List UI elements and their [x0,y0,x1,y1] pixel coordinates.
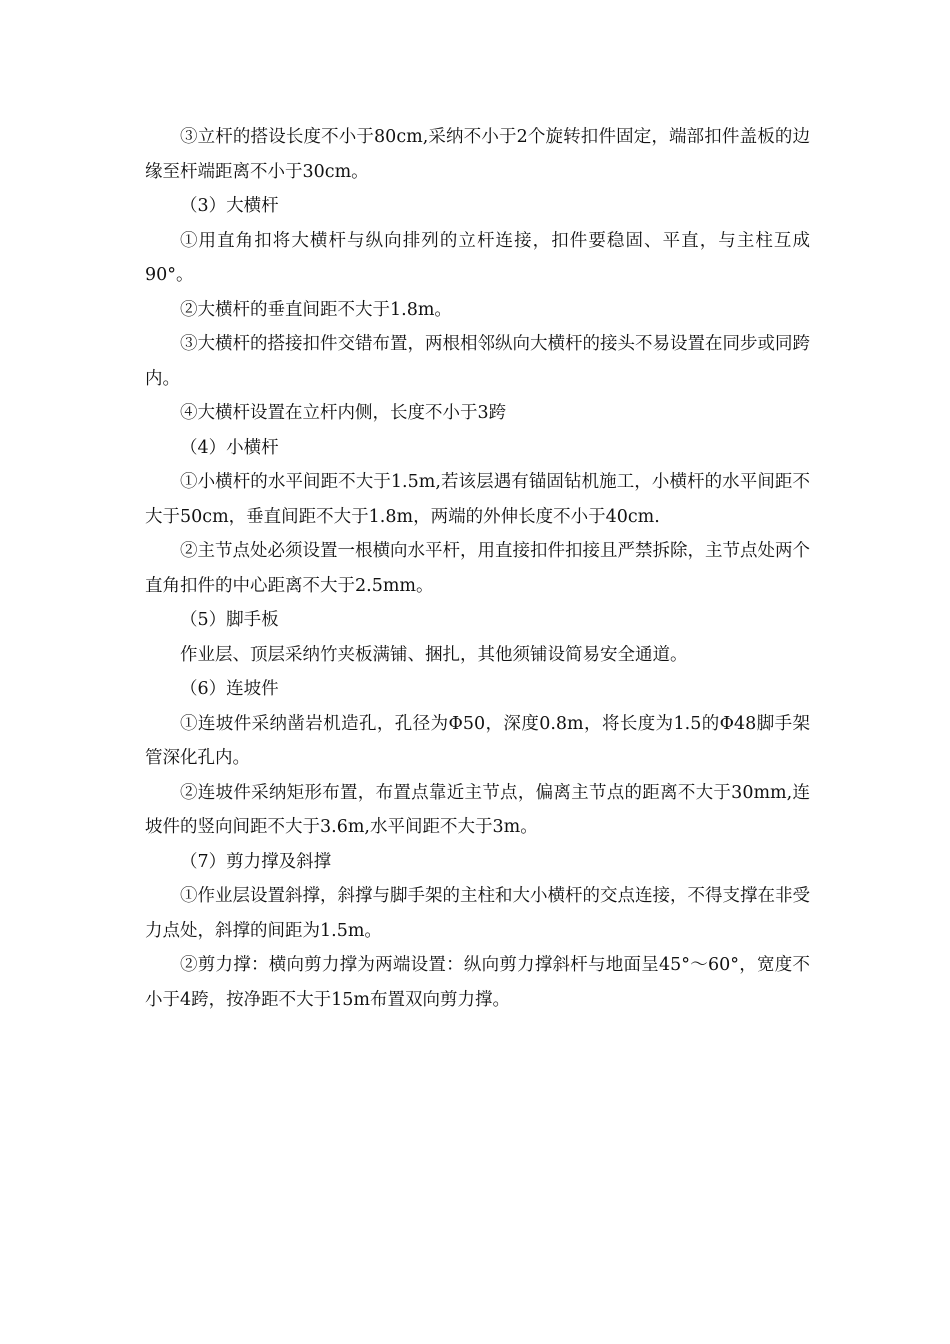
section-heading-big-crossbar: （3）大横杆 [180,196,279,216]
paragraph-braces-2: ②剪力撑：横向剪力撑为两端设置：纵向剪力撑斜杆与地面呈45°～60°，宽度不小于4跨，按净距不大于15m布置双向剪力撑。 [145,955,810,1010]
paragraph-upright-length: ③立杆的搭设长度不小于80cm,采纳不小于2个旋转扣件固定，端部扣件盖板的边缘至杆端距离不小于30cm。 [145,127,810,182]
section-heading-scaffold-board: （5）脚手板 [180,610,279,630]
document-body [145,120,810,1017]
paragraph-big-crossbar-1: ①用直角扣将大横杆与纵向排列的立杆连接，扣件要稳固、平直，与主柱互成90°。 [145,230,810,285]
paragraph-small-crossbar-1: ①小横杆的水平间距不大于1.5m,若该层遇有锚固钻机施工，小横杆的水平间距不大于50cm，垂直间距不大于1.8m，两端的外伸长度不小于40cm. [145,472,810,527]
paragraph-braces-1: ①作业层设置斜撑，斜撑与脚手架的主柱和大小横杆的交点连接，不得支撑在非受力点处，斜撑的间距为1.5m。 [145,886,810,941]
paragraph-small-crossbar-2: ②主节点处必须设置一根横向水平杆，用直接扣件扣接且严禁拆除，主节点处两个直角扣件的中心距离不大于2.5mm。 [145,541,810,596]
paragraph-big-crossbar-4: ④大横杆设置在立杆内侧，长度不小于3跨 [180,403,507,423]
paragraph-slope-connector-2: ②连坡件采纳矩形布置，布置点靠近主节点，偏离主节点的距离不大于30mm,连坡件的竖向间距不大于3.6m,水平间距不大于3m。 [145,782,810,837]
section-heading-braces: （7）剪力撑及斜撑 [180,851,332,872]
section-heading-slope-connector: （6）连坡件 [180,679,279,699]
paragraph-scaffold-board: 作业层、顶层采纳竹夹板满铺、捆扎，其他须铺设简易安全通道。 [180,644,688,665]
paragraph-slope-connector-1: ①连坡件采纳凿岩机造孔，孔径为Φ50，深度0.8m，将长度为1.5的Φ48脚手架管深化孔内。 [145,713,810,768]
paragraph-big-crossbar-3: ③大横杆的搭接扣件交错布置，两根相邻纵向大横杆的接头不易设置在同步或同跨内。 [145,334,810,389]
paragraph-big-crossbar-2: ②大横杆的垂直间距不大于1.8m。 [180,299,452,320]
section-heading-small-crossbar: （4）小横杆 [180,437,279,458]
